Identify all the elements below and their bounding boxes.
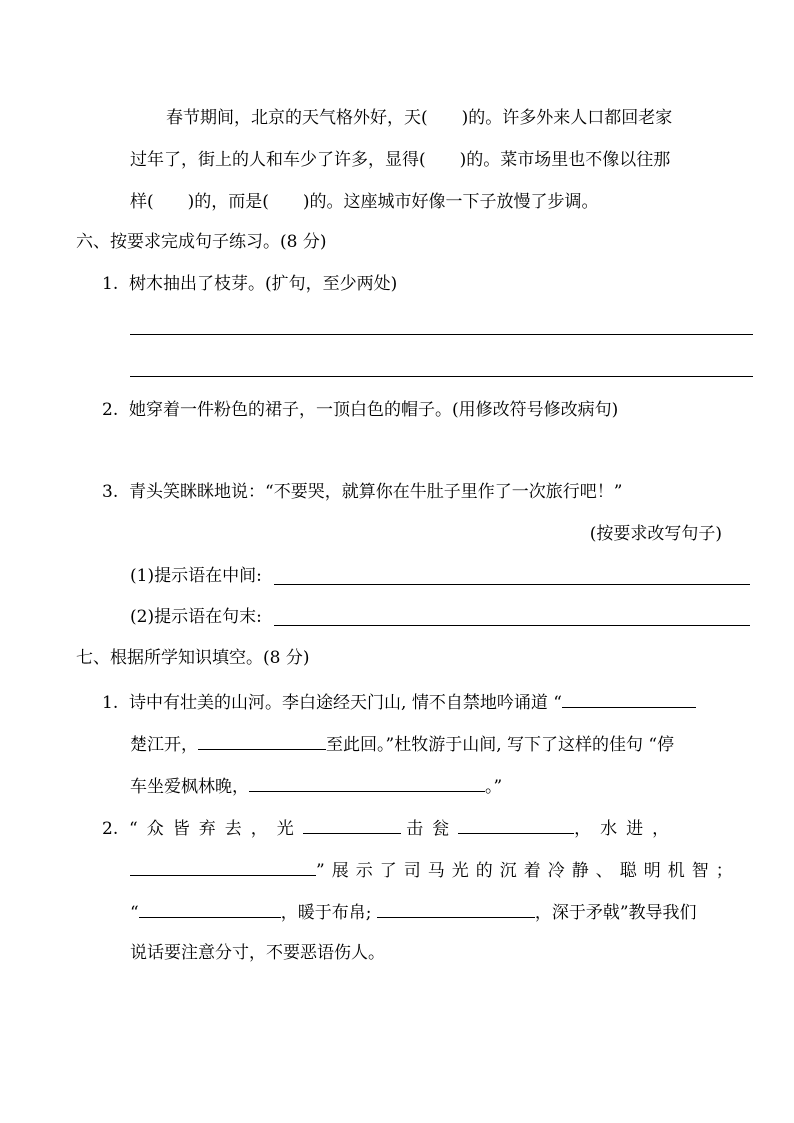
s7-question-2-line-3: [130, 899, 697, 925]
answer-line[interactable]: [274, 584, 750, 585]
answer-line[interactable]: [274, 625, 750, 626]
s7-question-2-line-2: [130, 857, 740, 883]
passage-line-1: [166, 106, 672, 130]
s6-question-2: [102, 398, 618, 422]
passage-text: )的，而是(: [187, 192, 269, 212]
question-text: 青头笑眯眯地说：“不要哭，就算你在牛肚子里作了一次旅行吧！”: [129, 482, 623, 502]
s7-question-1-line-3: [130, 773, 502, 799]
answer-line[interactable]: [130, 334, 753, 335]
question-text: ，水进，: [574, 819, 679, 839]
passage-text: )的。这座城市好像一下子放慢了步调。: [302, 192, 599, 212]
question-number: 1.: [102, 274, 119, 294]
s6-question-3: [102, 480, 622, 504]
question-text: 击瓮: [406, 819, 459, 839]
rewrite-label-middle: (1)提示语在中间:: [130, 566, 262, 586]
fill-blank[interactable]: [562, 689, 696, 708]
passage-text: 样(: [130, 192, 154, 212]
s7-question-2-line-4: 说话要注意分寸，不要恶语伤人。: [130, 943, 385, 963]
passage-text: )的。菜市场里也不像以往那: [459, 150, 671, 170]
passage-line-2: [130, 148, 670, 172]
fill-blank[interactable]: [198, 731, 326, 750]
passage-text: 过年了，街上的人和车少了许多，显得(: [130, 150, 426, 170]
question-number: 3.: [102, 482, 119, 502]
passage-text: 春节期间，北京的天气格外好，天(: [166, 108, 428, 128]
fill-blank[interactable]: [458, 815, 574, 834]
question-text: 树木抽出了枝芽。(扩句，至少两处): [129, 274, 398, 294]
s7-question-1-line-1: [102, 689, 696, 715]
question-number: 2.: [102, 400, 119, 420]
section-6-heading: 六、按要求完成句子练习。(8 分): [76, 232, 327, 252]
question-instruction: (按要求改写句子): [589, 524, 722, 544]
passage-line-3: [130, 190, 599, 214]
fill-blank[interactable]: [303, 815, 401, 834]
s7-question-1-line-2: [130, 731, 674, 757]
section-7-heading: 七、根据所学知识填空。(8 分): [76, 648, 310, 668]
question-number: 1.: [102, 693, 119, 713]
question-text: “众皆弃去，光: [129, 819, 303, 839]
question-text: ，深于矛戟”教导我们: [534, 903, 697, 923]
question-text: ，暖于布帛;: [280, 903, 372, 923]
rewrite-label-end: (2)提示语在句末:: [130, 607, 262, 627]
fill-blank[interactable]: [139, 899, 281, 918]
question-text: 她穿着一件粉色的裙子，一顶白色的帽子。(用修改符号修改病句): [129, 400, 619, 420]
answer-line[interactable]: [130, 376, 753, 377]
question-text: “: [130, 903, 139, 923]
question-text: ”展示了司马光的沉着冷静、聪明机智；: [316, 861, 740, 881]
s6-question-1: [102, 272, 397, 296]
question-text: 车坐爱枫林晚，: [130, 777, 249, 797]
s7-question-2-line-1: [102, 815, 678, 841]
passage-text: )的。许多外来人口都回老家: [461, 108, 673, 128]
question-text: 诗中有壮美的山河。李白途经天门山, 情不自禁地吟诵道 “: [129, 693, 562, 713]
question-text: 。”: [485, 777, 503, 797]
question-text: 至此回。”杜牧游于山间, 写下了这样的佳句 “停: [326, 735, 675, 755]
question-number: 2.: [102, 819, 119, 839]
question-text: 楚江开，: [130, 735, 198, 755]
fill-blank[interactable]: [249, 773, 485, 792]
fill-blank[interactable]: [377, 899, 535, 918]
fill-blank[interactable]: [130, 857, 316, 876]
